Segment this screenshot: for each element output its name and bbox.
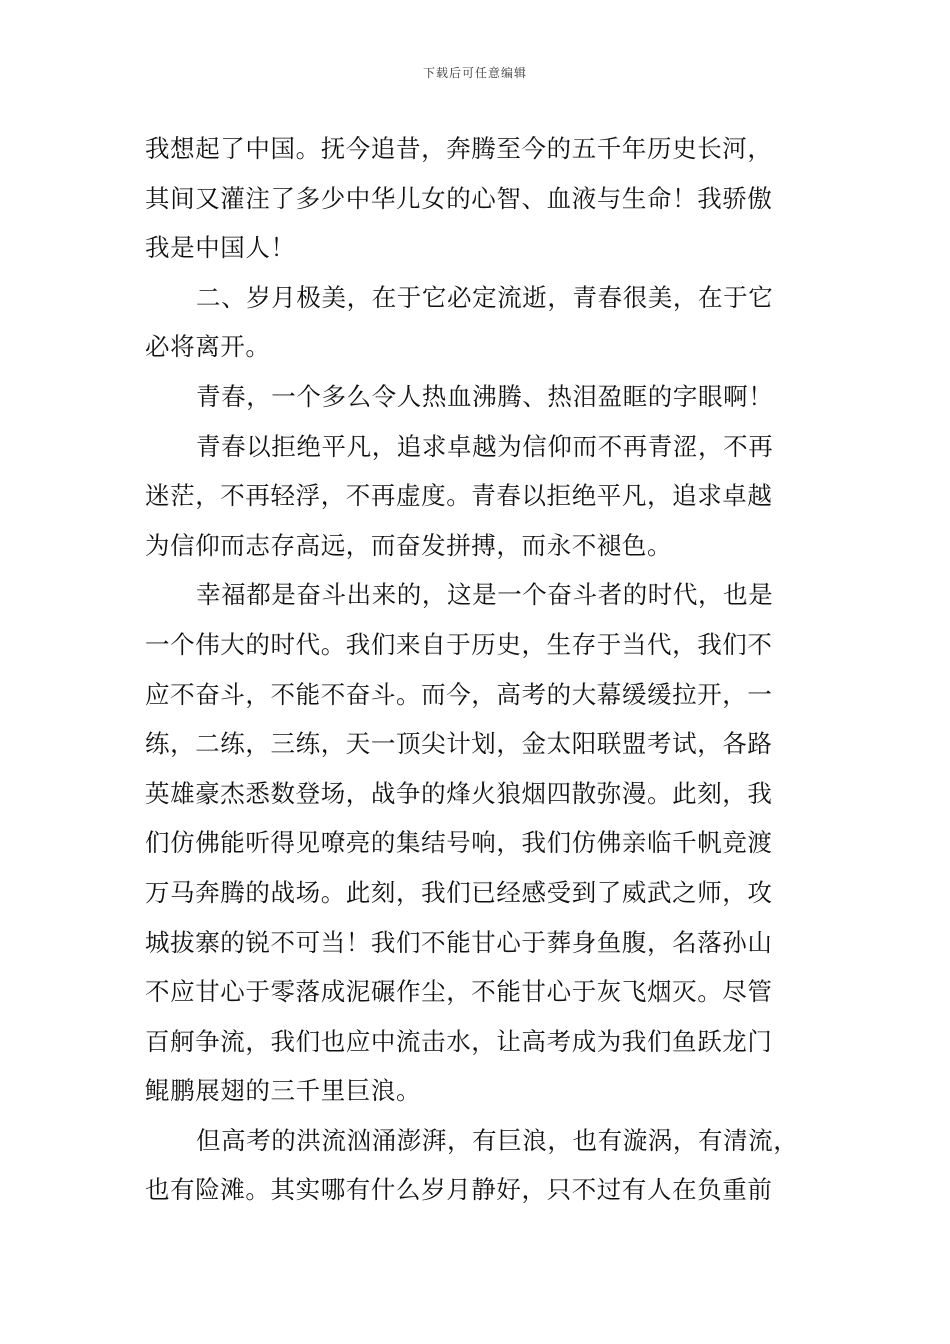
text-line: 英雄豪杰悉数登场，战争的烽火狼烟四散弥漫。此刻，我 bbox=[145, 778, 773, 808]
text-line: 幸福都是奋斗出来的，这是一个奋斗者的时代，也是 bbox=[196, 580, 774, 610]
text-line: 们仿佛能听得见嘹亮的集结号响，我们仿佛亲临千帆竞渡 bbox=[145, 828, 773, 858]
text-line: 为信仰而志存高远，而奋发拼搏，而永不褪色。 bbox=[145, 530, 673, 560]
text-line: 万马奔腾的战场。此刻，我们已经感受到了威武之师，攻 bbox=[145, 877, 773, 907]
page-header: 下载后可任意编辑 bbox=[422, 66, 527, 80]
text-line: 二、岁月极美，在于它必定流逝，青春很美，在于它 bbox=[196, 282, 774, 312]
text-line: 不应甘心于零落成泥碾作尘，不能甘心于灰飞烟灭。尽管 bbox=[145, 977, 773, 1007]
text-line: 其间又灌注了多少中华儿女的心智、血液与生命！我骄傲 bbox=[145, 183, 773, 213]
text-line: 百舸争流，我们也应中流击水，让高考成为我们鱼跃龙门 bbox=[145, 1026, 773, 1056]
text-line: 必将离开。 bbox=[145, 332, 271, 362]
text-line: 我是中国人！ bbox=[145, 233, 296, 263]
text-line: 应不奋斗，不能不奋斗。而今，高考的大幕缓缓拉开，一 bbox=[145, 679, 773, 709]
text-line: 但高考的洪流汹涌澎湃，有巨浪，也有漩涡，有清流， bbox=[196, 1125, 799, 1155]
text-line: 练，二练，三练，天一顶尖计划，金太阳联盟考试，各路 bbox=[145, 729, 773, 759]
text-line: 一个伟大的时代。我们来自于历史，生存于当代，我们不 bbox=[145, 629, 773, 659]
text-line: 鲲鹏展翅的三千里巨浪。 bbox=[145, 1076, 422, 1106]
text-line: 迷茫，不再轻浮，不再虚度。青春以拒绝平凡，追求卓越 bbox=[145, 481, 773, 511]
text-line: 我想起了中国。抚今追昔，奔腾至今的五千年历史长河， bbox=[145, 134, 773, 163]
text-line: 城拔寨的锐不可当！我们不能甘心于葬身鱼腹，名落孙山 bbox=[145, 927, 773, 957]
text-line: 青春，一个多么令人热血沸腾、热泪盈眶的字眼啊！ bbox=[196, 381, 774, 411]
document-body bbox=[145, 124, 815, 1215]
text-line: 青春以拒绝平凡，追求卓越为信仰而不再青涩，不再 bbox=[196, 431, 774, 461]
text-line: 也有险滩。其实哪有什么岁月静好，只不过有人在负重前 bbox=[145, 1175, 773, 1205]
